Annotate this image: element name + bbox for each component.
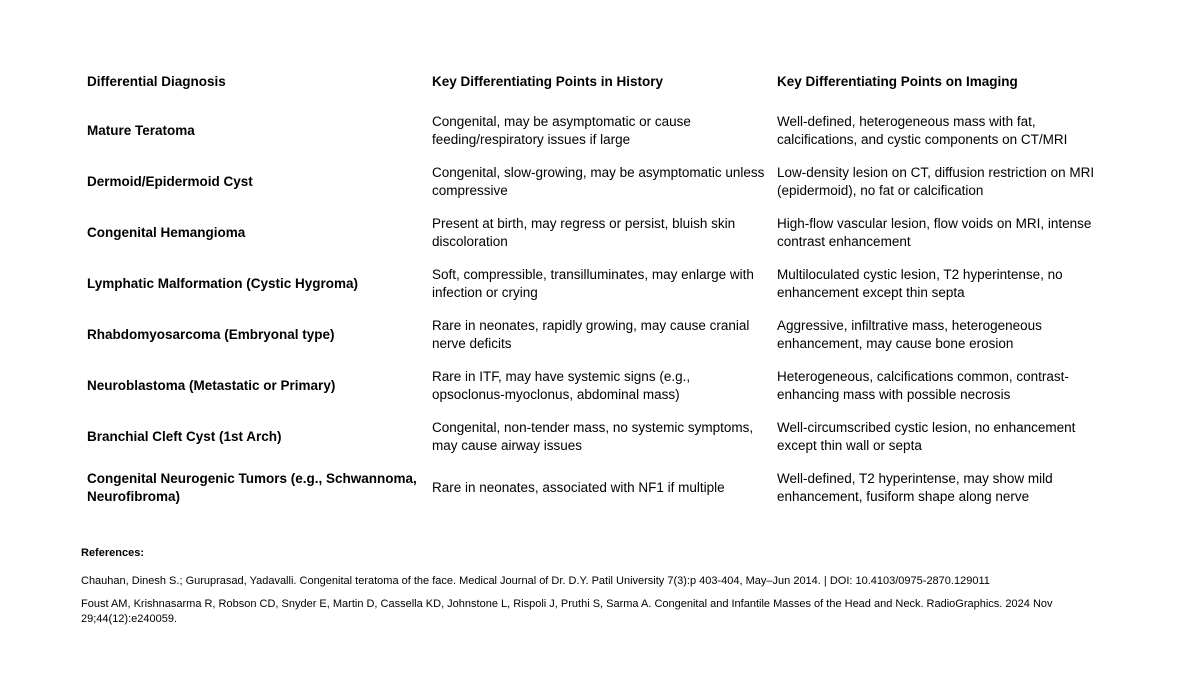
history-cell: Congenital, non-tender mass, no systemic symptoms, may cause airway issues — [432, 419, 754, 453]
imaging-cell: High-flow vascular lesion, flow voids on MRI, intense contrast enhancement — [777, 215, 1092, 249]
diagnosis-cell: Dermoid/Epidermoid Cyst — [87, 173, 253, 189]
table-row — [87, 309, 1117, 360]
differential-diagnosis-table — [87, 72, 1117, 513]
imaging-cell: Low-density lesion on CT, diffusion restriction on MRI (epidermoid), no fat or calcification — [777, 164, 1095, 198]
diagnosis-cell: Rhabdomyosarcoma (Embryonal type) — [87, 326, 335, 342]
table-row — [87, 411, 1117, 462]
table-row — [87, 105, 1117, 156]
history-cell: Soft, compressible, transilluminates, may enlarge with infection or crying — [432, 266, 754, 300]
history-cell: Rare in neonates, associated with NF1 if multiple — [432, 479, 725, 495]
imaging-cell: Aggressive, infiltrative mass, heterogeneous enhancement, may cause bone erosion — [777, 317, 1042, 351]
diagnosis-cell: Branchial Cleft Cyst (1st Arch) — [87, 428, 282, 444]
table-row — [87, 360, 1117, 411]
history-cell: Congenital, may be asymptomatic or cause feeding/respiratory issues if large — [432, 113, 691, 147]
history-cell: Present at birth, may regress or persist, bluish skin discoloration — [432, 215, 736, 249]
diagnosis-cell: Neuroblastoma (Metastatic or Primary) — [87, 377, 336, 393]
history-cell: Rare in neonates, rapidly growing, may cause cranial nerve deficits — [432, 317, 750, 351]
table-row — [87, 207, 1117, 258]
imaging-cell: Well-defined, heterogeneous mass with fat, calcifications, and cystic components on CT/MRI — [777, 113, 1068, 147]
references-section — [81, 546, 1081, 635]
diagnosis-cell: Mature Teratoma — [87, 122, 195, 138]
header-imaging: Key Differentiating Points on Imaging — [777, 74, 1018, 89]
references-title: References: — [81, 547, 144, 559]
header-differential-diagnosis: Differential Diagnosis — [87, 74, 226, 89]
table-row — [87, 258, 1117, 309]
imaging-cell: Well-defined, T2 hyperintense, may show mild enhancement, fusiform shape along nerve — [777, 470, 1053, 504]
table-row — [87, 462, 1117, 513]
header-history: Key Differentiating Points in History — [432, 74, 664, 89]
imaging-cell: Heterogeneous, calcifications common, contrast-enhancing mass with possible necrosis — [777, 368, 1069, 402]
reference-item: Foust AM, Krishnasarma R, Robson CD, Snyder E, Martin D, Cassella KD, Johnstone L, Rispoli J, Pruthi S, Sarma A. Congenital and Infantile Masses of the Head and Neck. RadioGraphics. 2024 Nov 29;44(12):e240059. — [81, 598, 1053, 625]
history-cell: Rare in ITF, may have systemic signs (e.g., opsoclonus-myoclonus, abdominal mass) — [432, 368, 691, 402]
diagnosis-cell: Congenital Hemangioma — [87, 224, 246, 240]
history-cell: Congenital, slow-growing, may be asymptomatic unless compressive — [432, 164, 765, 198]
table-header-row — [87, 72, 1117, 92]
table-row — [87, 156, 1117, 207]
imaging-cell: Multiloculated cystic lesion, T2 hyperintense, no enhancement except thin septa — [777, 266, 1063, 300]
diagnosis-cell: Congenital Neurogenic Tumors (e.g., Schwannoma, Neurofibroma) — [87, 470, 417, 504]
reference-item: Chauhan, Dinesh S.; Guruprasad, Yadavalli. Congenital teratoma of the face. Medical Journal of Dr. D.Y. Patil University 7(3):p 403-404, May–Jun 2014. | DOI: 10.4103/0975-2870.129011 — [81, 575, 990, 587]
imaging-cell: Well-circumscribed cystic lesion, no enhancement except thin wall or septa — [777, 419, 1076, 453]
diagnosis-cell: Lymphatic Malformation (Cystic Hygroma) — [87, 275, 359, 291]
